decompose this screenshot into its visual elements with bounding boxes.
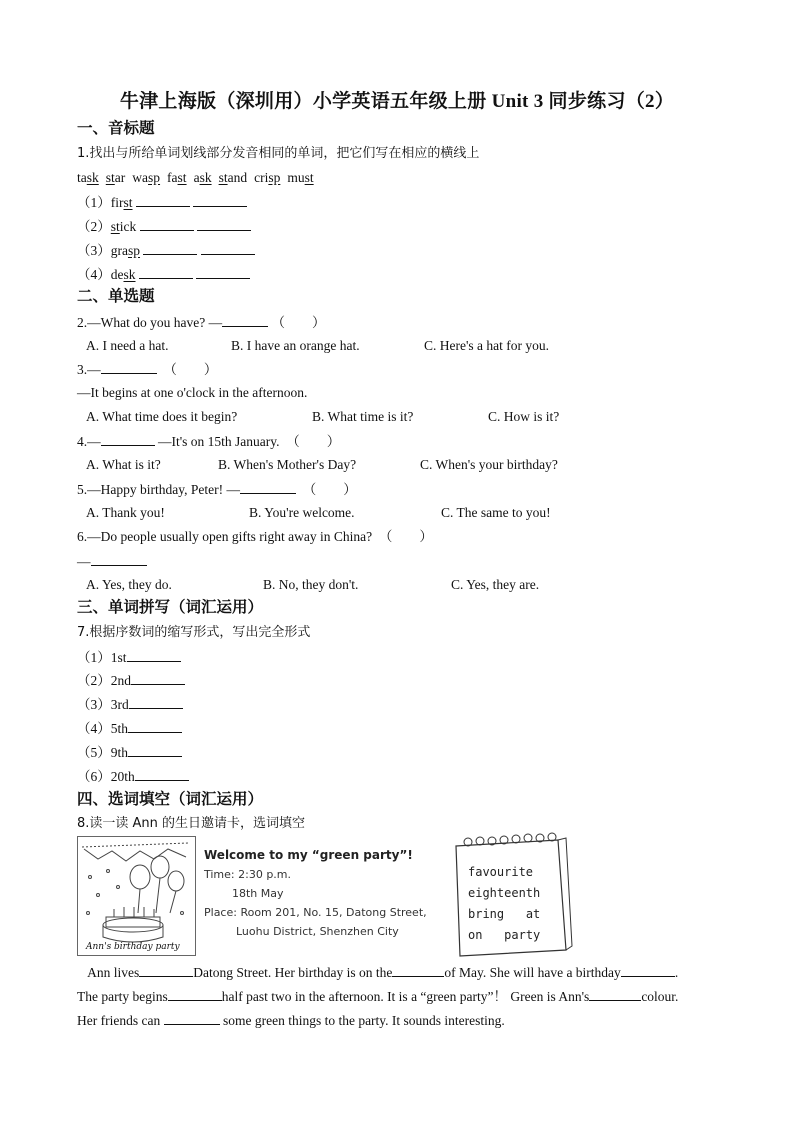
word-part: de	[110, 267, 124, 282]
party-caption: Ann's birthday party	[86, 942, 180, 952]
note-word-at: at	[525, 907, 541, 921]
q3-option-a[interactable]: A. What time does it begin?	[86, 409, 238, 424]
item-number: （4）	[77, 267, 111, 282]
underlined-part: sp	[128, 243, 141, 258]
answer-blank[interactable]	[621, 963, 675, 977]
ordinal-abbr: 5th	[110, 721, 129, 736]
answer-blank[interactable]	[164, 1011, 220, 1025]
answer-parentheses: （ ）	[302, 482, 357, 497]
item-number: （1）	[77, 650, 111, 665]
section1-heading: 一、音标题	[77, 119, 155, 137]
passage-text: Datong Street. Her birthday is on the	[193, 965, 393, 980]
q2-option-a[interactable]: A. I need a hat.	[86, 338, 169, 353]
answer-blank[interactable]	[168, 987, 222, 1001]
q4-stem	[77, 432, 340, 451]
ordinal-abbr: 1st	[110, 650, 127, 665]
q7-item-4	[77, 719, 182, 738]
answer-blank[interactable]	[201, 241, 255, 255]
q1-item-1	[77, 193, 247, 212]
word-bank-item: stand	[218, 170, 248, 185]
section4-heading: 四、选词填空（词汇运用）	[77, 790, 264, 808]
passage-text: Her friends can	[77, 1013, 161, 1028]
q6-option-a[interactable]: A. Yes, they do.	[86, 577, 172, 592]
answer-blank[interactable]	[197, 217, 251, 231]
answer-blank[interactable]	[139, 265, 193, 279]
q7-item-2	[77, 671, 185, 690]
item-number: （2）	[77, 673, 111, 688]
q1-prompt: 1.找出与所给单词划线部分发音相同的单词，把它们写在相应的横线上	[77, 146, 480, 161]
q4-option-c[interactable]: C. When's your birthday?	[420, 457, 558, 472]
answer-blank[interactable]	[139, 963, 193, 977]
q2-option-c[interactable]: C. Here's a hat for you.	[424, 338, 550, 353]
question-text: —It's on 15th January.	[154, 434, 280, 449]
answer-blank[interactable]	[140, 217, 194, 231]
word-bank-item: wasp	[132, 170, 161, 185]
q2-stem	[77, 313, 325, 332]
answer-parentheses: （ ）	[163, 362, 218, 377]
answer-blank[interactable]	[129, 695, 183, 709]
ordinal-abbr: 3rd	[110, 697, 129, 712]
underlined-part: st	[123, 195, 133, 210]
invitation-welcome: Welcome to my “green party”!	[204, 848, 413, 862]
answer-blank[interactable]	[196, 265, 250, 279]
word-bank-item: ask	[193, 170, 212, 185]
q1-item-2	[77, 217, 251, 236]
answer-blank[interactable]	[222, 313, 268, 327]
answer-blank[interactable]	[392, 963, 444, 977]
word-part: fir	[110, 195, 124, 210]
passage	[77, 961, 717, 1033]
q3-line2: —It begins at one o'clock in the afternoon.	[77, 385, 308, 400]
item-number: （2）	[77, 219, 111, 234]
answer-blank[interactable]	[101, 360, 157, 374]
q6-option-c[interactable]: C. Yes, they are.	[451, 577, 540, 592]
birthday-party-illustration	[77, 836, 196, 956]
answer-blank[interactable]	[240, 480, 296, 494]
q1-item-4	[77, 265, 250, 284]
question-text: 6.—Do people usually open gifts right away in China?	[77, 529, 373, 544]
invitation-place-line2: Luohu District, Shenzhen City	[236, 925, 399, 938]
question-text: 2.—What do you have? —	[77, 315, 223, 330]
q5-option-b[interactable]: B. You're welcome.	[249, 505, 355, 520]
passage-text: Ann lives	[87, 965, 140, 980]
q3-stem	[77, 360, 217, 379]
question-text: 3.—	[77, 362, 101, 377]
q5-option-a[interactable]: A. Thank you!	[86, 505, 165, 520]
question-text: 5.—Happy birthday, Peter! —	[77, 482, 240, 497]
answer-blank[interactable]	[193, 193, 247, 207]
answer-blank[interactable]	[128, 743, 182, 757]
word-part: ick	[119, 219, 137, 234]
q4-option-a[interactable]: A. What is it?	[86, 457, 161, 472]
invitation-card	[204, 846, 427, 941]
item-number: （3）	[77, 243, 111, 258]
underlined-part: st	[110, 219, 120, 234]
q7-prompt: 7.根据序数词的缩写形式，写出完全形式	[77, 625, 311, 640]
q7-item-3	[77, 695, 183, 714]
q2-option-b[interactable]: B. I have an orange hat.	[231, 338, 360, 353]
answer-parentheses: （ ）	[378, 529, 433, 544]
q3-option-b[interactable]: B. What time is it?	[312, 409, 414, 424]
word-bank-item: must	[287, 170, 314, 185]
item-number: （3）	[77, 697, 111, 712]
birthday-cake-icon	[78, 837, 195, 955]
invitation-time: Time: 2:30 p.m.	[204, 868, 292, 881]
passage-text: some green things to the party. It sounds interesting.	[222, 1013, 505, 1028]
word-bank-item: task	[77, 170, 99, 185]
ordinal-abbr: 9th	[110, 745, 129, 760]
answer-blank[interactable]	[127, 648, 181, 662]
q3-option-c[interactable]: C. How is it?	[488, 409, 560, 424]
word-bank-item: fast	[167, 170, 187, 185]
word-bank-item: star	[105, 170, 126, 185]
underlined-part: sk	[123, 267, 136, 282]
q8-prompt: 8.读一读 Ann 的生日邀请卡，选词填空	[77, 816, 306, 831]
question-text: 4.—	[77, 434, 101, 449]
answer-blank[interactable]	[91, 552, 147, 566]
section3-heading: 三、单词拼写（词汇运用）	[77, 598, 264, 616]
answer-parentheses: （ ）	[286, 434, 341, 449]
q6-stem	[77, 528, 433, 546]
answer-blank[interactable]	[589, 987, 641, 1001]
note-word-bring: bring	[468, 907, 505, 921]
word-bank-item: crisp	[254, 170, 281, 185]
passage-text: of May. She will have a birthday	[444, 965, 621, 980]
item-number: （6）	[77, 769, 111, 784]
passage-text: half past two in the afternoon. It is a “green party”！ Green is Ann's	[221, 989, 590, 1004]
answer-blank[interactable]	[136, 193, 190, 207]
q5-stem	[77, 480, 357, 499]
q7-item-1	[77, 648, 181, 667]
q6-option-b[interactable]: B. No, they don't.	[263, 577, 359, 592]
passage-text: The party begins	[77, 989, 168, 1004]
word-part: gra	[110, 243, 128, 258]
q6-line2	[77, 552, 147, 571]
q1-item-3	[77, 241, 255, 260]
section2-heading: 二、单选题	[77, 287, 155, 305]
answer-blank[interactable]	[101, 432, 155, 446]
passage-text: .	[674, 965, 679, 980]
item-number: （4）	[77, 721, 111, 736]
note-word-on: on	[468, 928, 483, 942]
invitation-date: 18th May	[232, 887, 284, 900]
passage-text: colour.	[641, 989, 679, 1004]
q4-option-b[interactable]: B. When's Mother's Day?	[218, 457, 357, 472]
q7-item-5	[77, 743, 182, 762]
answer-blank[interactable]	[128, 719, 182, 733]
q7-item-6	[77, 767, 189, 786]
answer-blank[interactable]	[135, 767, 189, 781]
question-text: —	[77, 554, 91, 569]
answer-blank[interactable]	[143, 241, 197, 255]
page-title: 牛津上海版（深圳用）小学英语五年级上册 Unit 3 同步练习（2）	[119, 91, 675, 112]
invitation-place: Place: Room 201, No. 15, Datong Street,	[204, 906, 427, 919]
answer-parentheses: （ ）	[271, 315, 326, 330]
note-word-eighteenth: eighteenth	[468, 886, 541, 900]
ordinal-abbr: 20th	[110, 769, 135, 784]
ordinal-abbr: 2nd	[110, 673, 131, 688]
note-word-party: party	[504, 928, 541, 942]
item-number: （5）	[77, 745, 111, 760]
item-number: （1）	[77, 195, 111, 210]
note-word-favourite: favourite	[468, 865, 534, 879]
word-choices-notebook	[450, 832, 574, 960]
word-bank	[77, 169, 321, 187]
answer-blank[interactable]	[131, 671, 185, 685]
q5-option-c[interactable]: C. The same to you!	[441, 505, 551, 520]
